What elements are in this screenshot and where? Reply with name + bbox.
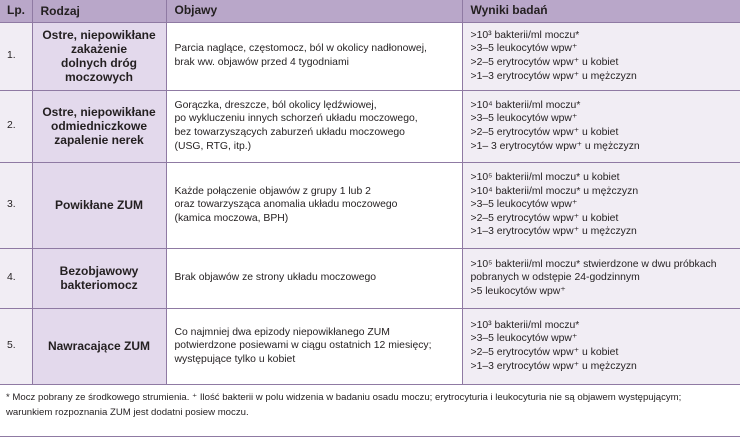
cell-wyniki-line: >10³ bakterii/ml moczu*	[470, 29, 580, 41]
header-rodzaj: Rodzaj	[32, 0, 166, 22]
cell-rodzaj-line: zapalenie nerek	[54, 133, 144, 147]
cell-wyniki-line: >10⁵ bakterii/ml moczu* stwierdzone w dwu próbkach	[470, 258, 717, 270]
cell-rodzaj	[32, 248, 166, 308]
footnote	[0, 384, 740, 425]
cell-objawy-line: po wykluczeniu innych schorzeń układu moczowego,	[174, 113, 418, 125]
cell-wyniki	[462, 248, 740, 308]
cell-objawy-line: Co najmniej dwa epizody niepowikłanego ZUM	[174, 326, 390, 338]
cell-rodzaj-line: bakteriomocz	[60, 278, 138, 292]
cell-rodzaj-line: Ostre, niepowikłane	[42, 105, 156, 119]
cell-rodzaj-line: zakażenie	[70, 42, 128, 56]
footnote-row	[0, 384, 740, 425]
cell-wyniki-line: >10⁵ bakterii/ml moczu* u kobiet	[470, 172, 620, 184]
cell-lp: 3.	[0, 162, 32, 248]
cell-rodzaj-line: odmiedniczkowe	[50, 119, 148, 133]
cell-wyniki-line: >5 leukocytów wpw⁺	[470, 285, 566, 297]
cell-objawy-line: (kamica moczowa, BPH)	[174, 212, 289, 224]
cell-wyniki-line: >3–5 leukocytów wpw⁺	[470, 113, 578, 125]
cell-objawy-line: (USG, RTG, itp.)	[174, 140, 252, 152]
cell-lp: 1.	[0, 22, 32, 90]
cell-objawy	[166, 22, 462, 90]
header-lp: Lp.	[0, 0, 32, 22]
cell-rodzaj-line: moczowych	[64, 70, 133, 84]
cell-objawy-line: potwierdzone posiewami w ciągu ostatnich 12 miesięcy;	[174, 340, 432, 352]
cell-wyniki-line: >2–5 erytrocytów wpw⁺ u kobiet	[470, 127, 619, 138]
table-row	[0, 248, 740, 308]
cell-wyniki-line: >10⁴ bakterii/ml moczu* u mężczyzn	[470, 185, 639, 197]
table-row	[0, 162, 740, 248]
cell-objawy-line: Gorączka, dreszcze, ból okolicy lędźwiowej,	[174, 99, 377, 111]
cell-objawy	[166, 162, 462, 248]
cell-wyniki	[462, 162, 740, 248]
cell-wyniki-line: pobranych w odstępie 24-godzinnym	[470, 272, 640, 284]
cell-rodzaj-line: Bezobjawowy	[59, 264, 139, 278]
cell-objawy-line: Każde połączenie objawów z grupy 1 lub 2	[174, 185, 371, 197]
cell-lp: 4.	[0, 248, 32, 308]
cell-wyniki	[462, 308, 740, 384]
cell-lp: 2.	[0, 90, 32, 162]
cell-rodzaj	[32, 22, 166, 90]
cell-objawy-line: bez towarzyszących zaburzeń układu moczowego	[174, 127, 405, 138]
cell-wyniki-line: >3–5 leukocytów wpw⁺	[470, 43, 578, 55]
footnote-line-2: warunkiem rozpoznania ZUM jest dodatni posiew moczu.	[6, 406, 249, 418]
cell-wyniki-line: >3–5 leukocytów wpw⁺	[470, 333, 578, 345]
cell-wyniki-line: >3–5 leukocytów wpw⁺	[470, 199, 578, 211]
table-row	[0, 22, 740, 90]
cell-rodzaj	[32, 162, 166, 248]
cell-objawy	[166, 90, 462, 162]
cell-lp: 5.	[0, 308, 32, 384]
table-body	[0, 22, 740, 384]
cell-wyniki-line: >2–5 erytrocytów wpw⁺ u kobiet	[470, 347, 619, 358]
cell-rodzaj-line: Ostre, niepowikłane	[42, 28, 156, 42]
header-wyniki: Wyniki badań	[462, 0, 740, 22]
cell-wyniki	[462, 22, 740, 90]
cell-wyniki-line: >2–5 erytrocytów wpw⁺ u kobiet	[470, 212, 619, 224]
cell-objawy-line: brak ww. objawów przed 4 tygodniami	[174, 57, 349, 68]
cell-objawy-line: oraz towarzysząca anomalia układu moczowego	[174, 199, 398, 211]
cell-objawy	[166, 248, 462, 308]
footnote-line-1: * Mocz pobrany ze środkowego strumienia. ⁺ Ilość bakterii w polu widzenia w badaniu osadu moczu; erytrocyturia i leukocyturia nie są objawem występującym;	[6, 391, 682, 403]
cell-wyniki-line: >1–3 erytrocytów wpw⁺ u mężczyzn	[470, 360, 637, 372]
cell-rodzaj-line: Nawracające ZUM	[47, 339, 151, 353]
table-row	[0, 308, 740, 384]
header-objawy: Objawy	[166, 0, 462, 22]
cell-rodzaj-line: dolnych dróg	[61, 56, 137, 70]
cell-wyniki-line: >2–5 erytrocytów wpw⁺ u kobiet	[470, 57, 619, 68]
cell-wyniki	[462, 90, 740, 162]
cell-rodzaj	[32, 90, 166, 162]
cell-objawy-line: Brak objawów ze strony układu moczowego	[174, 272, 377, 284]
cell-wyniki-line: >10³ bakterii/ml moczu*	[470, 319, 580, 331]
cell-objawy	[166, 308, 462, 384]
cell-wyniki-line: >1– 3 erytrocytów wpw⁺ u mężczyzn	[470, 140, 640, 152]
cell-rodzaj	[32, 308, 166, 384]
cell-objawy-line: Parcia naglące, częstomocz, ból w okolicy nadłonowej,	[174, 43, 427, 55]
cell-wyniki-line: >10⁴ bakterii/ml moczu*	[470, 99, 581, 111]
cell-rodzaj-line: Powikłane ZUM	[54, 198, 143, 212]
header-row	[0, 0, 740, 22]
cell-wyniki-line: >1–3 erytrocytów wpw⁺ u mężczyzn	[470, 70, 637, 82]
cell-objawy-line: występujące tylko u kobiet	[174, 353, 296, 365]
table-row	[0, 90, 740, 162]
cell-wyniki-line: >1–3 erytrocytów wpw⁺ u mężczyzn	[470, 226, 637, 238]
